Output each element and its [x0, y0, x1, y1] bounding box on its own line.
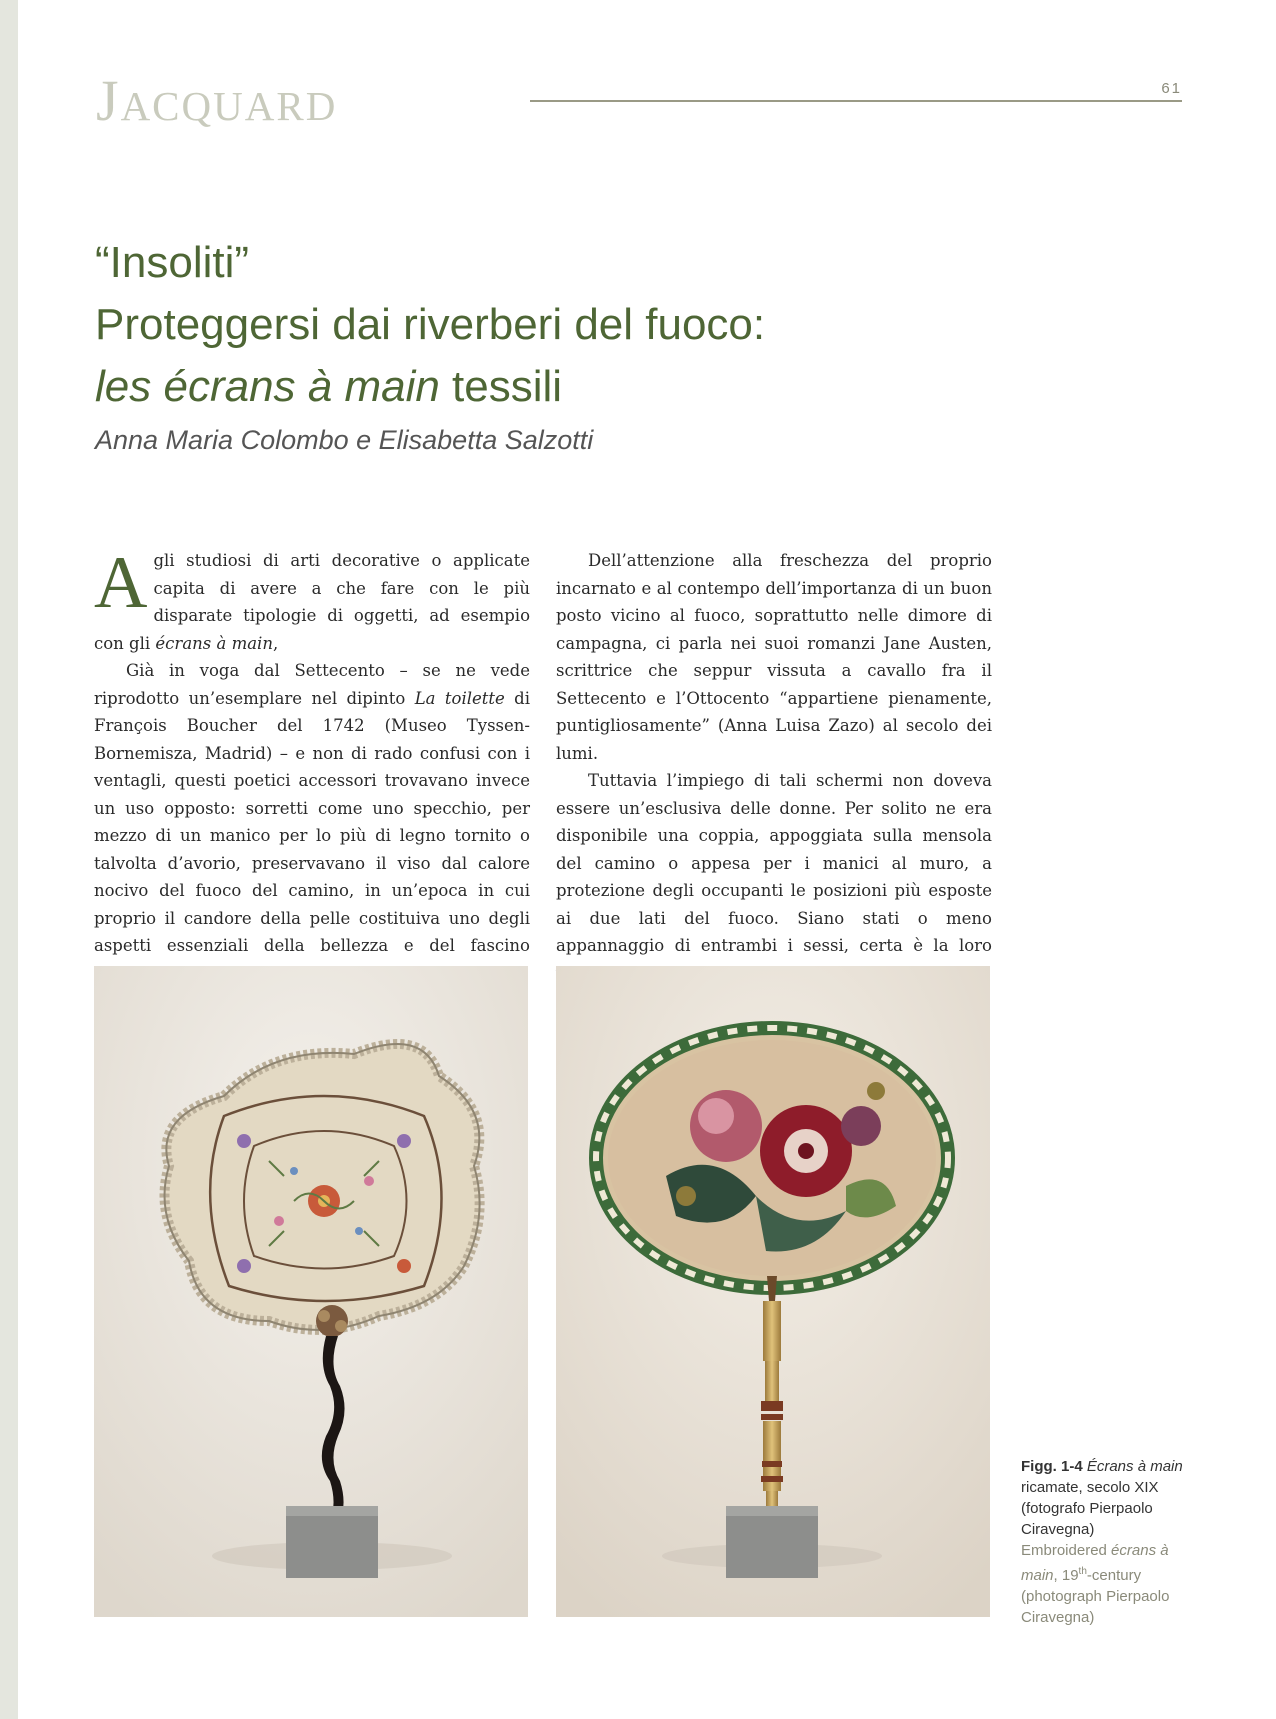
painting-title: La toilette — [414, 688, 505, 708]
caption-italian-italic: Écrans à main — [1086, 1458, 1183, 1475]
title-line-3 — [95, 356, 1095, 418]
figure-caption — [1021, 1456, 1191, 1628]
page-number: 61 — [1161, 80, 1182, 97]
photo-ecran-octagonal — [94, 966, 528, 1617]
caption-english-b: , 19 — [1053, 1567, 1079, 1584]
drop-cap: A — [94, 542, 148, 624]
magazine-masthead: Jacquard — [96, 68, 338, 133]
oval-screen-illustration — [556, 966, 990, 1617]
caption-italian — [1021, 1456, 1191, 1540]
title-line-3-rest: tessili — [439, 362, 563, 411]
history-text-a: Già in voga dal Settecento – se ne vede riprodotto un’esemplare nel dipinto — [94, 661, 530, 708]
intro-end: , — [272, 633, 279, 653]
photo-ecran-oval-floral — [556, 966, 990, 1617]
caption-english-sup: th — [1078, 1566, 1087, 1577]
caption-italian-text: ricamate, secolo XIX (fotografo Pierpaolo Ciravegna) — [1021, 1479, 1159, 1538]
caption-english-a: Embroidered — [1021, 1542, 1112, 1559]
body-column-left — [94, 542, 531, 987]
title-line-1: “Insoliti” — [95, 238, 250, 287]
article-title — [95, 232, 1095, 418]
header-rule — [530, 100, 1182, 102]
paragraph-history — [94, 657, 530, 987]
history-text-b: di François Boucher del 1742 (Museo Tyssen-Bornemisza, Madrid) – e non di rado confusi con i ventagli, questi poetici accessori trovavano invece un uso opposto: sorretti come uno specchio, per mezzo di un manico per lo più di legno tornito o talvolta d’avorio, preservavano il viso dal calore nocivo del fuoco del camino, in un’epoca in cui proprio il candore della pelle costituiva uno degli aspetti essenziali della bellezza e del fascino — [94, 688, 531, 955]
intro-italic: écrans à main — [155, 633, 273, 653]
caption-english-c: -century (photograph Pierpaolo Ciravegna) — [1021, 1567, 1170, 1626]
caption-english-italic: écrans à main — [1021, 1542, 1169, 1584]
caption-english — [1021, 1540, 1191, 1628]
page-spine — [0, 0, 18, 1719]
body-column-right — [556, 547, 992, 987]
title-italic-phrase: les écrans à main — [95, 362, 440, 411]
paragraph-intro — [94, 542, 530, 657]
caption-label: Figg. 1-4 — [1021, 1458, 1083, 1475]
intro-text: gli studiosi di arti decorative o applicate capita di avere a che fare con le più disparate tipologie di oggetti, ad esempio con gli — [94, 551, 530, 653]
paragraph-usage: Tuttavia l’impiego di tali schermi non doveva essere un’esclusiva delle donne. Per solito ne era disponibile una coppia, appoggiata sulla mensola del camino o appesa per i manici al muro, a protezione degli occupanti le posizioni più esposte ai due lati del fuoco. Siano stati o meno appannaggio di entrambi i sessi, certa è la loro — [556, 771, 992, 955]
octagonal-screen-illustration — [94, 966, 528, 1617]
title-line-2: Proteggersi dai riverberi del fuoco: — [95, 300, 766, 349]
article-authors: Anna Maria Colombo e Elisabetta Salzotti — [95, 425, 594, 455]
paragraph-austen: Dell’attenzione alla freschezza del proprio incarnato e al contempo dell’importanza di un buon posto vicino al fuoco, soprattutto nelle dimore di campagna, ci parla nei suoi romanzi Jane Austen, scrittrice che seppur vissuta a cavallo fra il Settecento e l’Ottocento “appartiene pienamente, puntigliosamente” (Anna Luisa Zazo) al secolo dei lumi. — [556, 551, 992, 763]
